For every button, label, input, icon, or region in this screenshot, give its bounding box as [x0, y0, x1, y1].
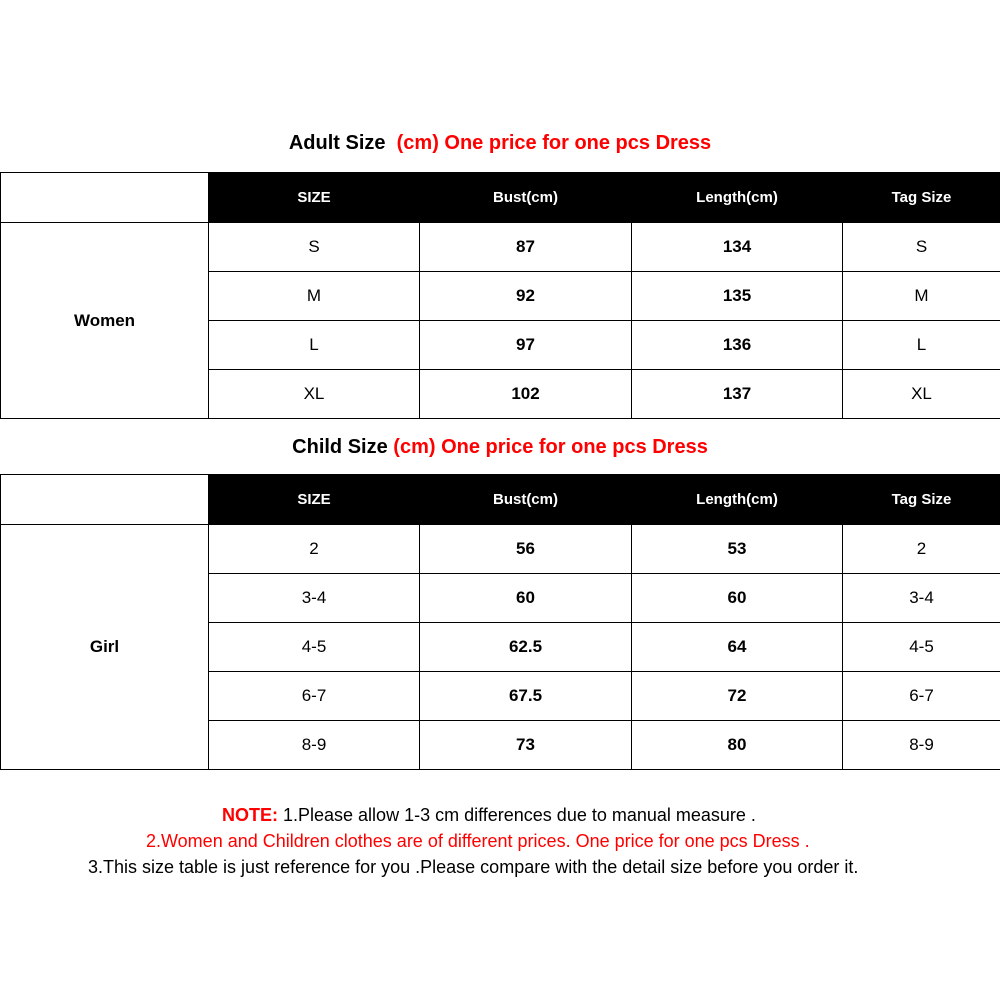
- child-size-table: [0, 474, 1000, 770]
- bust-cell: 62.5: [420, 623, 632, 672]
- bust-cell: 73: [420, 721, 632, 770]
- column-header: Bust(cm): [420, 173, 632, 223]
- group-label-girl: Girl: [1, 525, 209, 770]
- tag-size-cell: 8-9: [843, 721, 1000, 770]
- table-row: [1, 525, 1000, 574]
- adult-title-main: Adult Size: [288, 132, 386, 154]
- size-cell: 8-9: [209, 721, 420, 770]
- bust-cell: 97: [420, 321, 632, 370]
- table-row: [1, 223, 1000, 272]
- size-cell: 6-7: [209, 672, 420, 721]
- tag-size-cell: XL: [843, 370, 1000, 419]
- bust-cell: 92: [420, 272, 632, 321]
- size-cell: 2: [209, 525, 420, 574]
- header-blank-cell: [1, 173, 209, 223]
- column-header: Bust(cm): [420, 475, 632, 525]
- column-header: Tag Size: [843, 475, 1000, 525]
- note-label: NOTE:: [222, 805, 278, 825]
- tag-size-cell: M: [843, 272, 1000, 321]
- length-cell: 60: [632, 574, 843, 623]
- note-text-1: 1.Please allow 1-3 cm differences due to manual measure .: [278, 805, 756, 825]
- tag-size-cell: 4-5: [843, 623, 1000, 672]
- tag-size-cell: L: [843, 321, 1000, 370]
- column-header: SIZE: [209, 475, 420, 525]
- size-cell: XL: [209, 370, 420, 419]
- size-cell: M: [209, 272, 420, 321]
- column-header: Length(cm): [632, 475, 843, 525]
- tag-size-cell: 3-4: [843, 574, 1000, 623]
- tag-size-cell: S: [843, 223, 1000, 272]
- bust-cell: 56: [420, 525, 632, 574]
- bust-cell: 60: [420, 574, 632, 623]
- length-cell: 64: [632, 623, 843, 672]
- note-line-3: 3.This size table is just reference for you .Please compare with the detail size before you order it.: [88, 857, 859, 877]
- bust-cell: 87: [420, 223, 632, 272]
- child-title: [0, 436, 1000, 459]
- column-header: SIZE: [209, 173, 420, 223]
- length-cell: 136: [632, 321, 843, 370]
- bust-cell: 67.5: [420, 672, 632, 721]
- notes-block: [0, 802, 1000, 880]
- child-title-main: Child Size: [292, 436, 388, 458]
- table-header-row: [1, 475, 1000, 525]
- tag-size-cell: 2: [843, 525, 1000, 574]
- group-label-women: Women: [1, 223, 209, 419]
- header-blank-cell: [1, 475, 209, 525]
- size-cell: 3-4: [209, 574, 420, 623]
- note-line-2: 2.Women and Children clothes are of different prices. One price for one pcs Dress .: [146, 831, 810, 851]
- length-cell: 80: [632, 721, 843, 770]
- length-cell: 135: [632, 272, 843, 321]
- note-line-1: [222, 802, 1000, 828]
- adult-title-note: (cm) One price for one pcs Dress: [396, 132, 712, 154]
- length-cell: 137: [632, 370, 843, 419]
- size-cell: 4-5: [209, 623, 420, 672]
- length-cell: 72: [632, 672, 843, 721]
- column-header: Length(cm): [632, 173, 843, 223]
- child-title-note: (cm) One price for one pcs Dress: [393, 436, 708, 458]
- size-cell: L: [209, 321, 420, 370]
- adult-size-table: [0, 172, 1000, 419]
- bust-cell: 102: [420, 370, 632, 419]
- length-cell: 53: [632, 525, 843, 574]
- length-cell: 134: [632, 223, 843, 272]
- table-header-row: [1, 173, 1000, 223]
- tag-size-cell: 6-7: [843, 672, 1000, 721]
- size-cell: S: [209, 223, 420, 272]
- column-header: Tag Size: [843, 173, 1000, 223]
- adult-title: [0, 132, 1000, 155]
